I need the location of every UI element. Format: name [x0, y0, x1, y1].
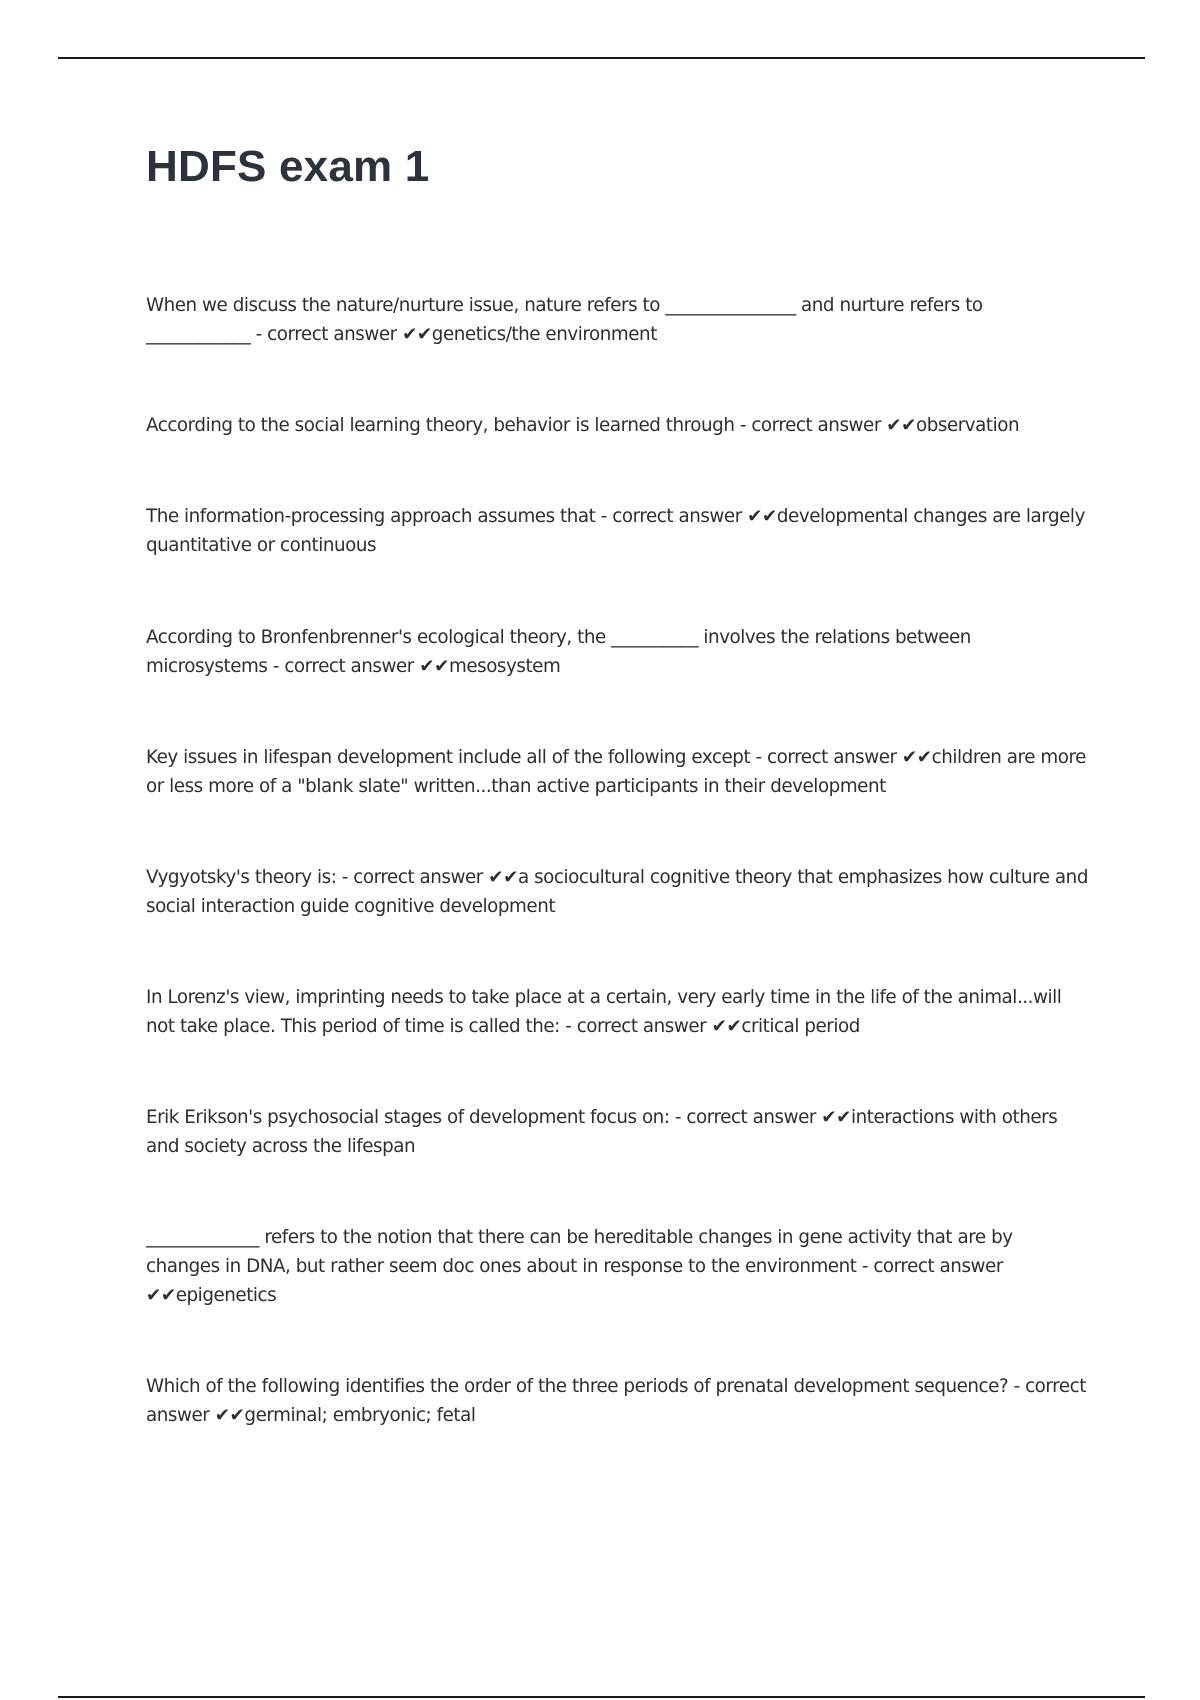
- qa-item: _____________ refers to the notion that there can be hereditable changes in gene activity that are by changes in DNA, but rather seem doc ones about in response to the environment - correct answer ✔✔epigenetics: [146, 1227, 1013, 1306]
- qa-item: According to Bronfenbrenner's ecological theory, the __________ involves the relations between microsystems - correct answer ✔✔mesosystem: [146, 627, 971, 677]
- qa-item: Erik Erikson's psychosocial stages of development focus on: - correct answer ✔✔interactions with others and society across the lifespan: [146, 1107, 1058, 1157]
- qa-item: According to the social learning theory, behavior is learned through - correct answer ✔✔observation: [146, 415, 1020, 436]
- qa-item: In Lorenz's view, imprinting needs to take place at a certain, very early time in the life of the animal...will not take place. This period of time is called the: - correct answer ✔✔critical period: [146, 987, 1062, 1037]
- qa-item: When we discuss the nature/nurture issue, nature refers to _______________ and nurture refers to ____________ - correct answer ✔✔genetics/the environment: [146, 295, 983, 345]
- qa-item: Which of the following identifies the order of the three periods of prenatal development sequence? - correct answer ✔✔germinal; embryonic; fetal: [146, 1376, 1086, 1426]
- page-title: HDFS exam 1: [146, 142, 430, 191]
- qa-item: The information-processing approach assumes that - correct answer ✔✔developmental changes are largely quantitative or continuous: [146, 506, 1085, 556]
- qa-item: Key issues in lifespan development include all of the following except - correct answer ✔✔children are more or less more of a "blank slate" written...than active participants in their development: [146, 747, 1086, 797]
- top-rule: [58, 57, 1145, 59]
- bottom-rule: [58, 1696, 1145, 1698]
- qa-item: Vygyotsky's theory is: - correct answer ✔✔a sociocultural cognitive theory that emphasizes how culture and social interaction guide cognitive development: [146, 867, 1088, 917]
